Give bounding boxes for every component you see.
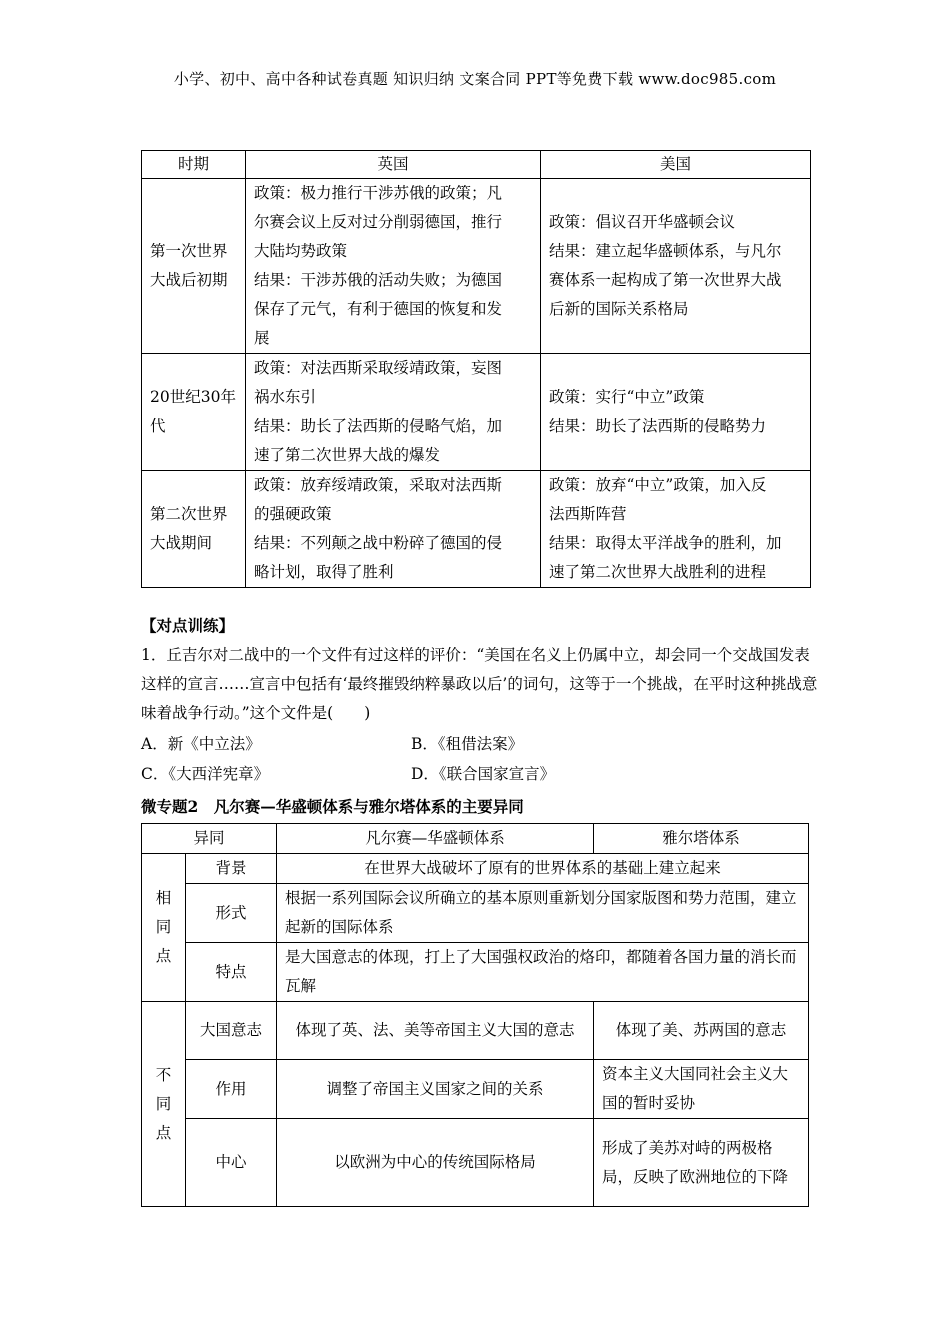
us-policy-cell — [541, 354, 811, 471]
aspect-cell: 背景 — [186, 854, 277, 884]
cell-line: 结果：取得太平洋战争的胜利，加 — [549, 534, 782, 552]
column-header-uk: 英国 — [246, 151, 541, 179]
cell-line: 略计划，取得了胜利 — [254, 563, 394, 581]
shared-cell: 在世界大战破坏了原有的世界体系的基础上建立起来 — [277, 854, 809, 884]
table-header-row — [142, 824, 809, 854]
column-header-versailles: 凡尔赛—华盛顿体系 — [277, 824, 594, 854]
yalta-cell: 资本主义大国同社会主义大国的暂时妥协 — [594, 1060, 809, 1119]
shared-cell: 根据一系列国际会议所确立的基本原则重新划分国家版图和势力范围，建立起新的国际体系 — [277, 884, 809, 943]
cell-line: 速了第二次世界大战的爆发 — [254, 446, 441, 464]
us-policy-cell — [541, 471, 811, 588]
cell-line: 祸水东引 — [254, 388, 317, 406]
cell-line: 政策：实行“中立”政策 — [549, 388, 705, 406]
cell-line: 结果：建立起华盛顿体系，与凡尔 — [549, 242, 782, 260]
cell-line: 结果：助长了法西斯的侵略势力 — [549, 417, 767, 435]
cell-line: 法西斯阵营 — [549, 505, 627, 523]
column-header-period: 时期 — [142, 151, 246, 179]
versailles-cell: 体现了英、法、美等帝国主义大国的意志 — [277, 1002, 594, 1060]
cell-line: 政策：放弃绥靖政策，采取对法西斯 — [254, 476, 503, 494]
cell-line: 速了第二次世界大战胜利的进程 — [549, 563, 767, 581]
aspect-cell: 中心 — [186, 1119, 277, 1207]
aspect-cell: 作用 — [186, 1060, 277, 1119]
cell-line: 政策：极力推行干涉苏俄的政策；凡 — [254, 184, 503, 202]
yalta-cell: 体现了美、苏两国的意志 — [594, 1002, 809, 1060]
table-row — [142, 179, 811, 354]
cell-line: 赛体系一起构成了第一次世界大战 — [549, 271, 782, 289]
versailles-cell: 以欧洲为中心的传统国际格局 — [277, 1119, 594, 1207]
table-row — [142, 884, 809, 943]
cell-line: 政策：倡议召开华盛顿会议 — [549, 213, 736, 231]
cell-line: 后新的国际关系格局 — [549, 300, 689, 318]
table-row — [142, 854, 809, 884]
table-row — [142, 1002, 809, 1060]
period-cell: 第二次世界大战期间 — [142, 471, 246, 588]
uk-policy-cell — [246, 471, 541, 588]
cell-line: 政策：对法西斯采取绥靖政策，妄图 — [254, 359, 503, 377]
diff-points-label: 不同点 — [142, 1002, 186, 1207]
table-row — [142, 1119, 809, 1207]
table-row — [142, 943, 809, 1002]
option-c[interactable]: C．《大西洋宪章》 — [141, 765, 270, 783]
aspect-cell: 形式 — [186, 884, 277, 943]
uk-policy-cell — [246, 179, 541, 354]
uk-us-policy-table — [141, 150, 811, 588]
cell-line: 结果：干涉苏俄的活动失败；为德国 — [254, 271, 503, 289]
table-row — [142, 354, 811, 471]
yalta-cell: 形成了美苏对峙的两极格局，反映了欧洲地位的下降 — [594, 1119, 809, 1207]
aspect-cell: 大国意志 — [186, 1002, 277, 1060]
question-text: 1．丘吉尔对二战中的一个文件有过这样的评价：“美国在名义上仍属中立，却会同一个交战国发表这样的宣言……宣言中包括有‘最终摧毁纳粹暴政以后’的词句，这等于一个挑战，在平时这种挑战意味着战争行动。”这个文件是( ) — [141, 646, 818, 722]
uk-policy-cell — [246, 354, 541, 471]
option-b[interactable]: B．《租借法案》 — [411, 735, 524, 753]
cell-line: 结果：不列颠之战中粉碎了德国的侵 — [254, 534, 503, 552]
cell-line: 尔赛会议上反对过分削弱德国，推行 — [254, 213, 503, 231]
system-comparison-table — [141, 823, 809, 1207]
table-header-row — [142, 151, 811, 179]
same-points-label: 相同点 — [142, 854, 186, 1002]
topic-title: 微专题2 凡尔赛—华盛顿体系与雅尔塔体系的主要异同 — [141, 797, 524, 816]
us-policy-cell — [541, 179, 811, 354]
page-header: 小学、初中、高中各种试卷真题 知识归纳 文案合同 PPT等免费下载 www.doc985.com — [173, 70, 777, 88]
cell-line: 大陆均势政策 — [254, 242, 348, 260]
table-row — [142, 471, 811, 588]
aspect-cell: 特点 — [186, 943, 277, 1002]
cell-line: 保存了元气，有利于德国的恢复和发 — [254, 300, 503, 318]
versailles-cell: 调整了帝国主义国家之间的关系 — [277, 1060, 594, 1119]
period-cell: 20世纪30年代 — [142, 354, 246, 471]
cell-line: 结果：助长了法西斯的侵略气焰，加 — [254, 417, 503, 435]
cell-line: 政策：放弃“中立”政策，加入反 — [549, 476, 767, 494]
column-header-aspect: 异同 — [142, 824, 277, 854]
table-row — [142, 1060, 809, 1119]
column-header-yalta: 雅尔塔体系 — [594, 824, 809, 854]
cell-line: 展 — [254, 329, 270, 347]
practice-title: 【对点训练】 — [141, 616, 235, 635]
option-a[interactable]: A．新《中立法》 — [141, 735, 261, 753]
shared-cell: 是大国意志的体现，打上了大国强权政治的烙印，都随着各国力量的消长而瓦解 — [277, 943, 809, 1002]
cell-line: 的强硬政策 — [254, 505, 332, 523]
period-cell: 第一次世界大战后初期 — [142, 179, 246, 354]
option-d[interactable]: D．《联合国家宣言》 — [411, 765, 556, 783]
column-header-us: 美国 — [541, 151, 811, 179]
